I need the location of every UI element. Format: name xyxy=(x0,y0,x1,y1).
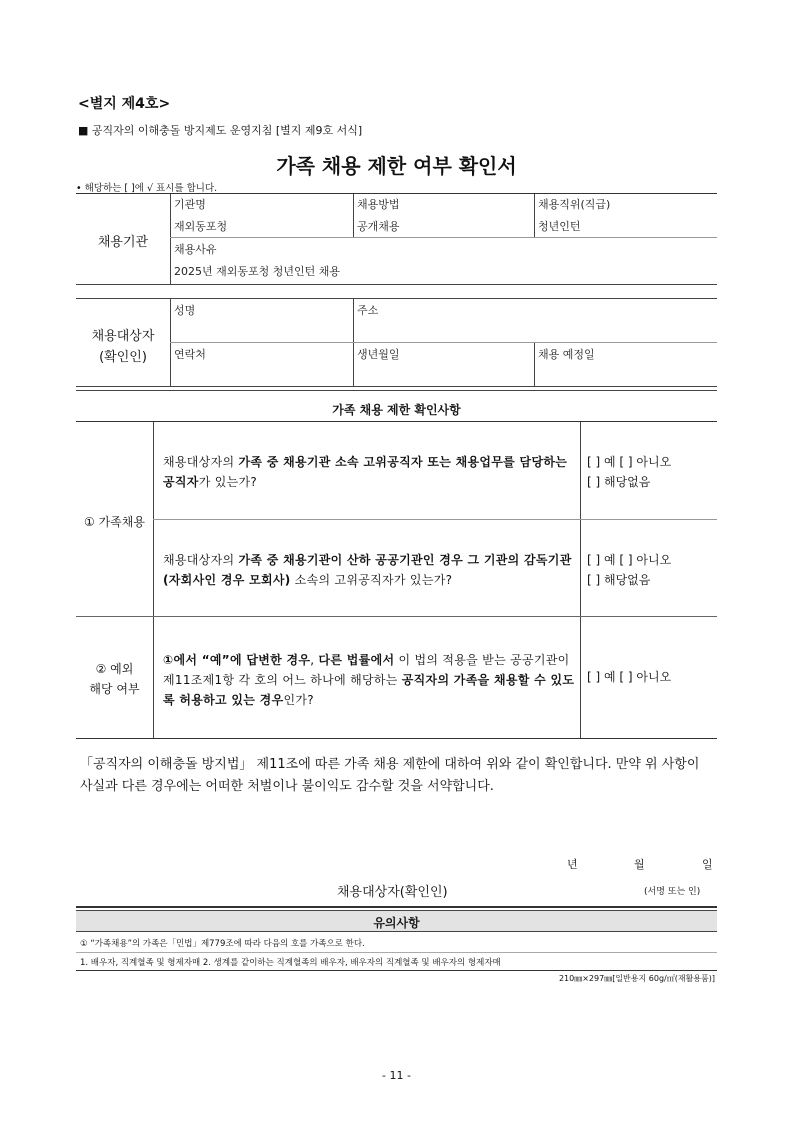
q2-na-checkbox[interactable]: [ ] 해당없음 xyxy=(587,573,651,587)
pledge-text: 「공직자의 이해충돌 방지법」 제11조에 따른 가족 채용 제한에 대하여 위와 같이 확인합니다. 만약 위 사항이 사실과 다른 경우에는 어떠한 처벌이나 불이익도 감수할 것을 서약합니다. xyxy=(80,757,700,794)
signature-note[interactable]: (서명 또는 인) xyxy=(644,887,701,897)
q1-yes-no-checkbox[interactable]: [ ] 예 [ ] 아니오 xyxy=(587,455,672,469)
name-label: 성명 xyxy=(174,304,196,317)
employer-col-divider-2 xyxy=(534,194,535,237)
notes-bottom-border xyxy=(76,970,717,971)
candidate-bottom-border-2 xyxy=(76,390,717,391)
section2-label-2: 해당 여부 xyxy=(89,682,140,696)
notes-top-border-1 xyxy=(76,906,717,908)
date-day[interactable]: 일 xyxy=(702,858,713,871)
q1-na-checkbox[interactable]: [ ] 해당없음 xyxy=(587,475,651,489)
position-value: 청년인턴 xyxy=(538,220,581,233)
employer-bottom-border xyxy=(76,284,717,285)
confirm-title: 가족 채용 제한 확인사항 xyxy=(332,403,461,417)
notes-line-1: ① “가족채용”의 가족은「민법」제779조에 따라 다음의 호를 가족으로 한다. xyxy=(80,939,365,949)
section-divider xyxy=(76,616,717,617)
reason-value: 2025년 재외동포청 청년인턴 채용 xyxy=(174,265,340,278)
section2-label-1: ② 예외 xyxy=(95,662,134,676)
question-supervisory-org xyxy=(163,550,576,590)
q3-part-6: 인가? xyxy=(283,693,314,707)
q1-part-3: 가 있는가? xyxy=(198,475,258,489)
candidate-top-border xyxy=(76,298,717,299)
notes-line-divider xyxy=(76,952,717,953)
q2-part-1: 채용대상자의 xyxy=(163,553,239,567)
page-title: 가족 채용 제한 여부 확인서 xyxy=(276,154,517,178)
candidate-label-2: (확인인) xyxy=(99,350,147,365)
page-number: - 11 - xyxy=(382,1069,411,1082)
candidate-label-1: 채용대상자 xyxy=(91,329,155,344)
confirm-header-border xyxy=(76,421,717,422)
employer-divider xyxy=(170,194,171,284)
candidate-bottom-border-1 xyxy=(76,386,717,387)
signature-label: 채용대상자(확인인) xyxy=(337,885,448,900)
q1-q2-divider xyxy=(153,519,717,520)
q3-yes-no-checkbox[interactable]: [ ] 예 [ ] 아니오 xyxy=(587,670,672,684)
form-source: ■ 공직자의 이해충돌 방지제도 운영지침 [별지 제9호 서식] xyxy=(78,124,363,137)
position-header: 채용직위(직급) xyxy=(538,198,611,211)
date-month[interactable]: 월 xyxy=(634,858,645,871)
question-exception xyxy=(163,650,576,710)
q3-part-1: ①에서 “예”에 답변한 경우 xyxy=(163,653,311,667)
q3-part-5: 공직자의 가족을 채용할 수 있도록 허용하고 있는 경우 xyxy=(163,673,575,707)
q2-yes-no-checkbox[interactable]: [ ] 예 [ ] 아니오 xyxy=(587,553,672,567)
confirm-answer-divider xyxy=(580,422,581,738)
annex-label: <별지 제4호> xyxy=(78,96,171,112)
section1-label: ① 가족채용 xyxy=(84,515,145,529)
candidate-row-divider xyxy=(170,342,717,343)
q2-part-3: 소속의 고위공직자가 있는가? xyxy=(290,573,453,587)
paper-spec: 210㎜×297㎜[일반용지 60g/㎡(재활용품)] xyxy=(558,974,715,983)
org-header: 기관명 xyxy=(174,198,206,211)
employer-label: 채용기관 xyxy=(97,235,149,250)
reason-label: 채용사유 xyxy=(174,243,217,256)
method-header: 채용방법 xyxy=(357,198,400,211)
address-label: 주소 xyxy=(357,304,379,317)
q3-part-3: 다른 법률에서 xyxy=(318,653,395,667)
table-top-border xyxy=(76,193,717,194)
contact-label: 연락처 xyxy=(174,348,206,361)
employer-row-divider xyxy=(170,237,717,238)
birth-label: 생년월일 xyxy=(357,348,400,361)
notes-title: 유의사항 xyxy=(373,916,420,930)
q1-part-2: 가족 중 채용기관 소속 고위공직자 또는 채용업무를 담당하는 공직자 xyxy=(163,455,568,489)
q2-part-2: 가족 중 채용기관이 산하 공공기관인 경우 그 기관의 감독기관(자회사인 경우 모회사) xyxy=(163,553,572,587)
confirm-label-divider xyxy=(153,422,154,738)
q3-part-2: , xyxy=(310,653,319,667)
notes-title-border xyxy=(76,931,717,932)
start-date-label: 채용 예정일 xyxy=(538,348,595,361)
check-note: • 해당하는 [ ]에 √ 표시를 합니다. xyxy=(76,183,218,194)
question-family-hire xyxy=(163,452,576,492)
employer-col-divider-1 xyxy=(353,194,354,237)
q1-part-1: 채용대상자의 xyxy=(163,455,239,469)
notes-line-2: 1. 배우자, 직계혈족 및 형제자매 2. 생계를 같이하는 직계혈족의 배우자, 배우자의 직계혈족 및 배우자의 형제자매 xyxy=(80,958,501,968)
q3-part-4: 이 법의 적용을 받는 공공기관이 제11조제1항 각 호의 어느 하나에 해당하는 xyxy=(163,653,570,687)
method-value: 공개채용 xyxy=(357,220,400,233)
date-year[interactable]: 년 xyxy=(567,858,578,871)
candidate-col-divider-2 xyxy=(534,342,535,386)
org-value: 재외동포청 xyxy=(174,220,228,233)
confirm-bottom-border xyxy=(76,738,717,739)
